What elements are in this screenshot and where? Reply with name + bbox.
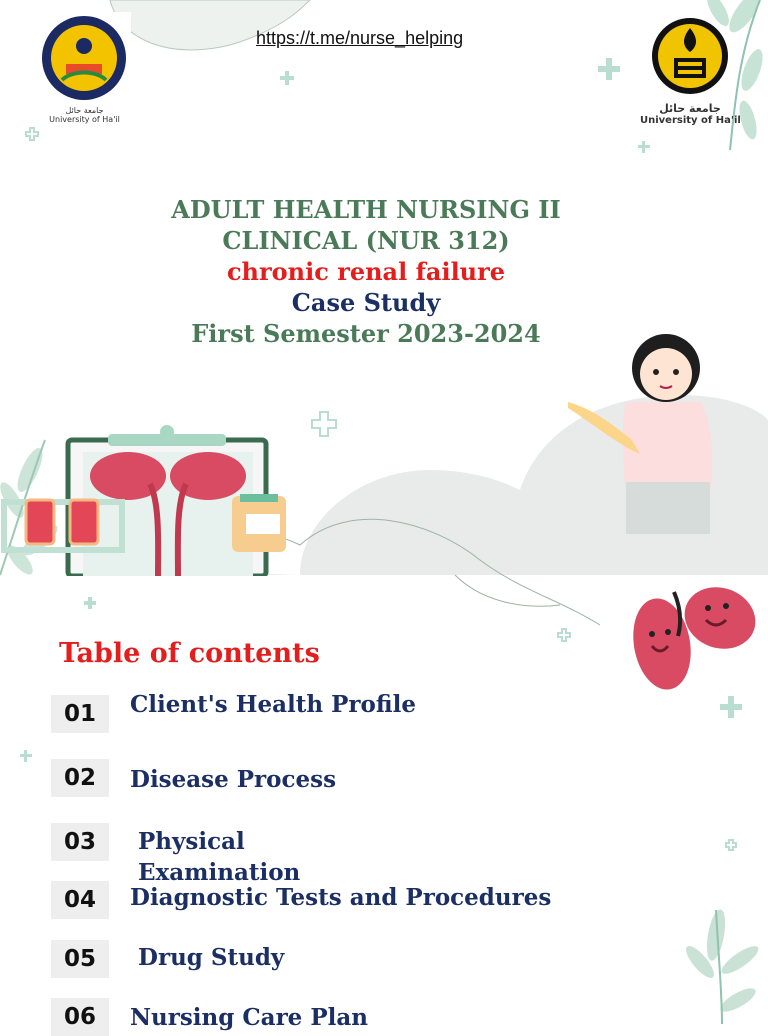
left-logo-caption-en: University of Ha'il (49, 115, 120, 124)
toc-item-client-health-profile[interactable]: Client's Health Profile (130, 691, 416, 718)
toc-number-02: 02 (51, 759, 109, 797)
telegram-link[interactable]: https://t.me/nurse_helping (256, 28, 464, 48)
kidney-characters-illustration (632, 576, 768, 696)
toc-heading: Table of contents (59, 638, 320, 669)
doc-type: Case Study (291, 288, 441, 317)
kidney-clipboard-illustration (0, 424, 300, 576)
left-logo-caption-ar: جامعة حائل (65, 106, 104, 115)
college-of-nursing-logo (38, 12, 131, 124)
toc-item-diagnostic-tests[interactable]: Diagnostic Tests and Procedures (130, 884, 552, 911)
toc-item-drug-study[interactable]: Drug Study (138, 944, 285, 971)
course-title: ADULT HEALTH NURSING II (171, 195, 561, 224)
university-seal-icon (640, 14, 740, 98)
case-topic: chronic renal failure (226, 257, 506, 286)
toc-item-nursing-care-plan[interactable]: Nursing Care Plan (130, 1004, 368, 1031)
toc-item-physical-examination[interactable]: Physical Examination (138, 828, 301, 886)
toc-number-06: 06 (51, 998, 109, 1036)
course-code: CLINICAL (NUR 312) (222, 226, 510, 255)
college-seal-icon (38, 12, 131, 102)
toc-number-05: 05 (51, 940, 109, 978)
toc-item-disease-process[interactable]: Disease Process (130, 766, 337, 793)
right-logo-caption-ar: جامعة حائل (659, 102, 721, 115)
right-logo-caption-en: University of Ha'il (640, 115, 741, 126)
toc-number-03: 03 (51, 823, 109, 861)
toc-number-04: 04 (51, 881, 109, 919)
toc-number-01: 01 (51, 695, 109, 733)
university-of-hail-logo (640, 14, 741, 126)
semester: First Semester 2023-2024 (191, 319, 541, 348)
person-illustration (560, 322, 730, 534)
